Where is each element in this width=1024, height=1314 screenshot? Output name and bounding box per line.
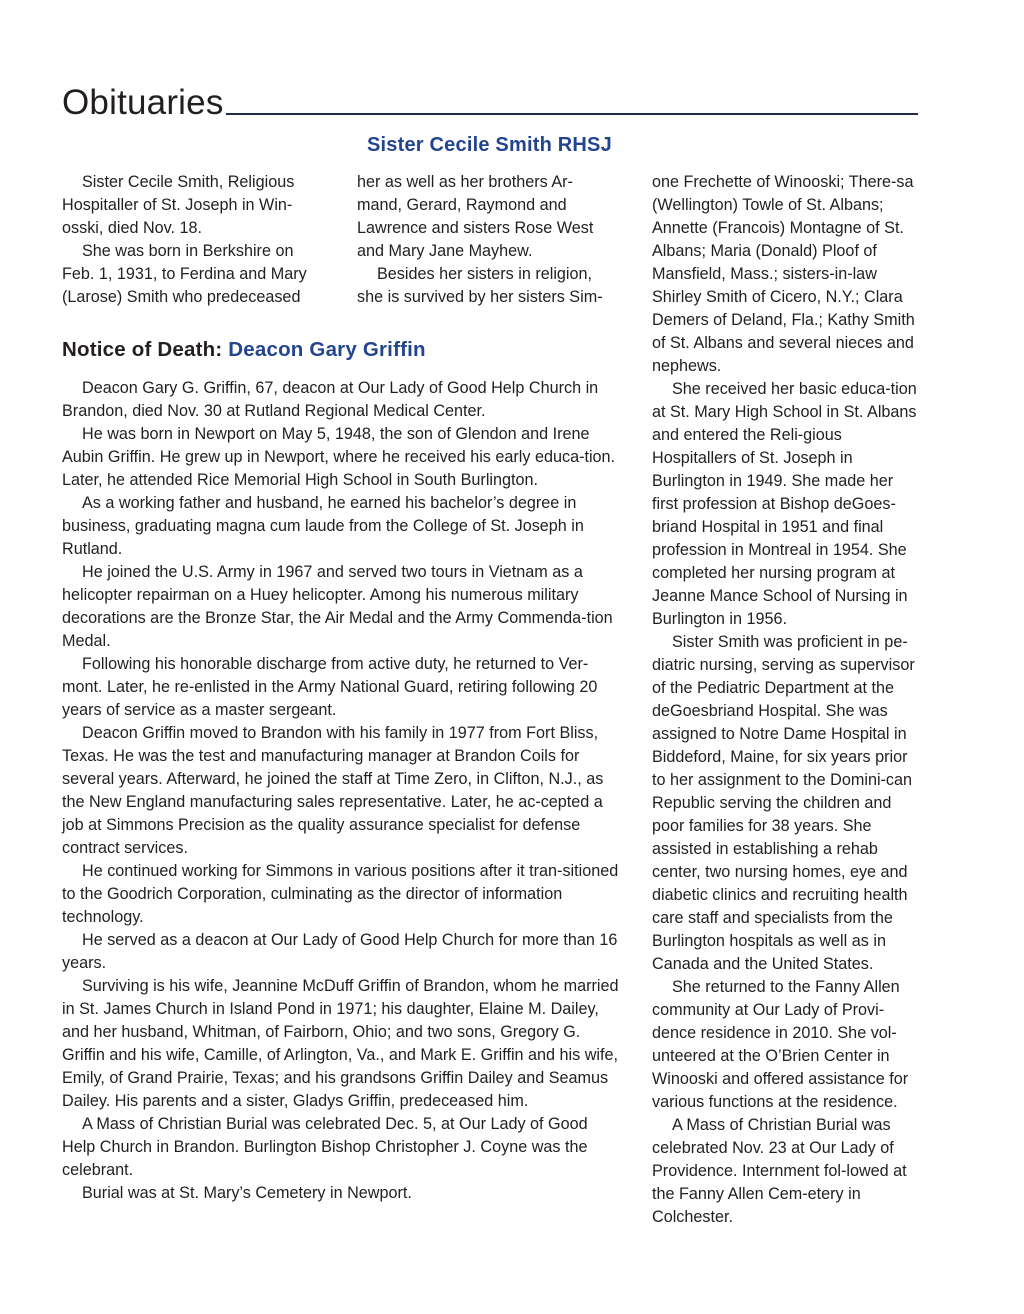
gary-para-3: As a working father and husband, he earned his bachelor’s degree in business, graduating magna cum laude from the College of St. Joseph in Rutland. [62,494,584,558]
cecile-col3-para-1: one Frechette of Winooski; There-sa (Wellington) Towle of St. Albans; Annette (Francois) Montagne of St. Albans; Maria (Donald) Ploof of Mansfield, Mass.; sisters-in-law Shirley Smith of Cicero, N.Y.; Clara Demers of Deland, Fla.; Kathy Smith of St. Albans and several nieces and nephews. [652,173,915,375]
gary-para-5: Following his honorable discharge from active duty, he returned to Ver-mont. Later, he re-enlisted in the Army National Guard, retiring following 20 years of service as a master sergeant. [62,655,598,719]
gary-heading [62,336,426,364]
cecile-heading: Sister Cecile Smith RHSJ [367,134,612,156]
gary-para-11: Burial was at St. Mary’s Cemetery in Newport. [82,1184,412,1202]
cecile-col2-para-1: her as well as her brothers Ar-mand, Gerard, Raymond and Lawrence and sisters Rose West and Mary Jane Mayhew. [357,173,594,260]
gary-para-9: Surviving is his wife, Jeannine McDuff Griffin of Brandon, whom he married in St. James Church in Island Pond in 1971; his daughter, Elaine M. Dailey, and her husband, Whitman, of Fairborn, Ohio; and two sons, Gregory G. Griffin and his wife, Camille, of Arlington, Va., and Mark E. Griffin and his wife, Emily, of Grand Prairie, Texas; and his grandsons Griffin Dailey and Seamus Dailey. His parents and a sister, Gladys Griffin, predeceased him. [62,977,619,1110]
gary-para-6: Deacon Griffin moved to Brandon with his family in 1977 from Fort Bliss, Texas. He was the test and manufacturing manager at Brandon Coils for several years. Afterward, he joined the staff at Time Zero, in Clifton, N.J., as the New England manufacturing sales representative. Later, he ac-cepted a job at Simmons Precision as the quality assurance specialist for defense contract services. [62,724,604,857]
gary-para-2: He was born in Newport on May 5, 1948, the son of Glendon and Irene Aubin Griffin. He grew up in Newport, where he received his early educa-tion. Later, he attended Rice Memorial High School in South Burlington. [62,425,616,489]
title-rule [226,113,918,115]
gary-para-4: He joined the U.S. Army in 1967 and served two tours in Vietnam as a helicopter repairman on a Huey helicopter. Among his numerous military decorations are the Bronze Star, the Air Medal and the Army Commenda-tion Medal. [62,563,613,650]
cecile-col2-para-2: Besides her sisters in religion, she is survived by her sisters Sim- [357,265,603,306]
gary-para-8: He served as a deacon at Our Lady of Good Help Church for more than 16 years. [62,931,618,972]
cecile-col3-para-3: Sister Smith was proficient in pe-diatric nursing, serving as supervisor of the Pediatric Department at the deGoesbriand Hospital. She was assigned to Notre Dame Hospital in Biddeford, Maine, for six years prior to her assignment to the Domini-can Republic serving the children and poor families for 38 years. She assisted in establishing a rehab center, two nursing homes, eye and diabetic clinics and recruiting health care staff and specialists from the Burlington hospitals as well as in Canada and the United States. [652,633,915,973]
gary-para-10: A Mass of Christian Burial was celebrated Dec. 5, at Our Lady of Good Help Church in Brandon. Burlington Bishop Christopher J. Coyne was the celebrant. [62,1115,588,1179]
gary-para-7: He continued working for Simmons in various positions after it tran-sitioned to the Goodrich Corporation, culminating as the director of information technology. [62,862,619,926]
notice-label: Notice of Death: [62,338,229,361]
cecile-col3-para-5: A Mass of Christian Burial was celebrated Nov. 23 at Our Lady of Providence. Internment fol-lowed at the Fanny Allen Cem-etery in Colchester. [652,1116,907,1226]
cecile-col3-para-2: She received her basic educa-tion at St. Mary High School in St. Albans and entered the Reli-gious Hospitallers of St. Joseph in Burlington in 1949. She made her first profession at Bishop deGoes-briand Hospital in 1951 and final profession in Montreal in 1954. She completed her nursing program at Jeanne Mance School of Nursing in Burlington in 1956. [652,380,917,628]
gary-name: Deacon Gary Griffin [228,338,426,361]
cecile-col1-para-1: Sister Cecile Smith, Religious Hospitaller of St. Joseph in Win-osski, died Nov. 18. [62,173,295,237]
gary-para-1: Deacon Gary G. Griffin, 67, deacon at Our Lady of Good Help Church in Brandon, died Nov. 30 at Rutland Regional Medical Center. [62,379,599,420]
cecile-col1-para-2: She was born in Berkshire on Feb. 1, 1931, to Ferdina and Mary (Larose) Smith who predeceased [62,242,307,306]
cecile-column-2 [357,171,613,309]
section-title: Obituaries [62,83,224,122]
cecile-col3-para-4: She returned to the Fanny Allen community at Our Lady of Provi-dence residence in 2010. She vol-unteered at the O’Brien Center in Winooski and offered assistance for various functions at the residence. [652,978,909,1111]
gary-body [62,377,622,1205]
cecile-column-1 [62,171,314,309]
cecile-column-3 [652,171,920,1229]
